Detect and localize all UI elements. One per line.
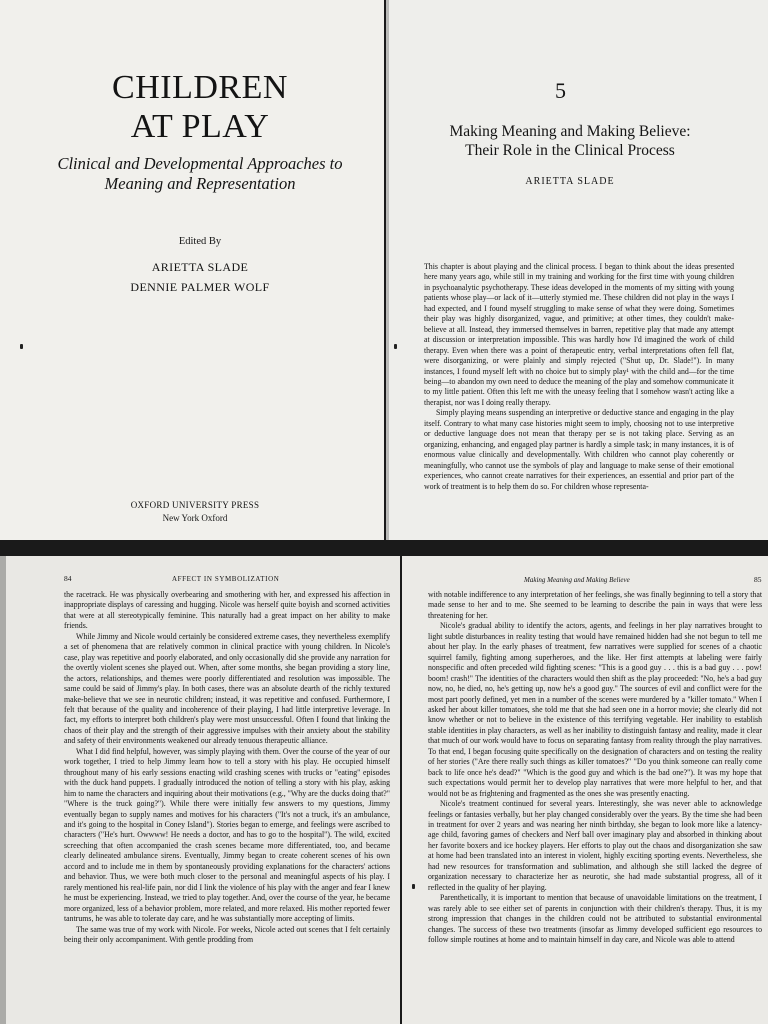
book-page-84 xyxy=(0,556,400,1024)
editor-1: ARIETTA SLADE xyxy=(151,260,249,274)
book-title-page xyxy=(0,0,384,540)
book-title xyxy=(100,68,300,146)
page-number: 85 xyxy=(754,575,762,584)
chapter-body xyxy=(424,262,734,534)
book-title-line-1: CHILDREN xyxy=(112,69,288,106)
book-subtitle xyxy=(40,154,360,194)
page-gutter-shadow xyxy=(386,0,389,540)
paragraph: What I did find helpful, however, was simply playing with them. Over the course of the year of our work together, I tried to help Jimmy learn how to tell a story with his play. He occupied himself throughout many of his early sessions enacting wild crashing scenes with trucks or "eating" episodes with the duck hand puppets. I gradually introduced the notion of telling a story with his play, asking him to name the characters and inquiring about their motivations (e.g., "Why are the ducks doing that?" "Where is the truck going?"). While there were initially few answers to my questions, Jimmy eventually began to supply names and motives for his characters ("It's not a truck, it's an ambulance, and it's going to the hospital in Coney Island"). Stories began to emerge, and feelings were ascribed to characters ("He's hurt. Owwww! He needs a doctor, and has to go to the hospital"). The wild, excited screeching that often accompanied the crash scenes became more differentiated, too, and became clearly delineated ambulance sirens. Eventually, Jimmy began to create coherent scenes of his own accord and to include me in them by spontaneously providing explanations for the characters' actions and behavior. Thus, we were both much closer to the personal and meaningful aspects of his play. I rarely mentioned his real-life pain, nor did I link the violence of his play with the anger and fear I knew he must be experiencing. Instead, we tried to play together. And, over the course of the year, he became more organized, less of a behavior problem, more related, and more relaxed. His mother reported fewer tantrums, he was able to tolerate day care, and he was substantially more accepting of limits. xyxy=(64,746,390,924)
page-edge-shadow xyxy=(0,556,6,1024)
paragraph: Parenthetically, it is important to mention that because of unavoidable limitations on the treatment, I was rarely able to see either set of parents in conjunction with their children's therapy. Thus, it is my strong impression that changes in the children could not be attributed to substantial environmental changes. The success of these two treatments (insofar as Jimmy developed sufficient ego resources to follow simple routines at home and to maintain himself in day care, and Nicole was able to attend xyxy=(428,893,762,944)
book-subtitle-line-1: Clinical and Developmental Approaches to xyxy=(57,154,343,173)
edited-by-label: Edited By xyxy=(178,236,222,247)
paragraph: Nicole's treatment continued for several years. Interestingly, she was never able to acknowledge feelings or fantasies verbally, but her play changed considerably over the years. By the time she had been in treatment for over 2 years and was nearing her ninth birthday, she began to look more like a latency-age child, favoring games of checkers and Nerf ball over imaginary play and absorbed in thinking about her favorite boxers and ice hockey players. Her efforts to play out the chaos and disorganization she saw at home had been translated into an interest in violent, highly exciting sporting events. Nevertheless, she had new resources for transformation and sublimation, and although she still lacked the degree of organization necessary to characterize her as neurotic, she had made substantial progress, all of it reflected in the quality of her playing. xyxy=(428,799,762,892)
chapter-title xyxy=(410,122,730,160)
chapter-title-line-2: Their Role in the Clinical Process xyxy=(465,142,675,159)
paragraph: with notable indifference to any interpretation of her feelings, she was finally beginning to tell a story that made sense to her and to me. She seemed to be learning to describe the pain in ways that were less threatening for her. xyxy=(428,590,762,620)
paragraph: Simply playing means suspending an interpretive or deductive stance and engaging in the play itself. Contrary to what many case histories might seem to imply, choosing not to use interpretive or deductive language does not mean that therapy per se is not taking place. Serving as an organizing, enhancing, and engaged play partner is hardly a simple task; in many instances, it is of enormous value clinically and developmentally. With children who cannot play coherently or meaningfully, who cannot use the symbols of play and language to make sense of their emotional experiences, who cannot create narratives for their experiences, an essential and prior part of the work of treatment is to help them do so. For children whose representa- xyxy=(424,408,734,491)
book-title-line-2: AT PLAY xyxy=(130,108,270,145)
scan-speck xyxy=(20,344,23,349)
book-page-85 xyxy=(402,556,768,1024)
book-subtitle-line-2: Meaning and Representation xyxy=(104,174,296,193)
publisher-name: OXFORD UNIVERSITY PRESS xyxy=(130,500,260,510)
chapter-title-line-1: Making Meaning and Making Believe: xyxy=(449,123,691,140)
chapter-number: 5 xyxy=(555,78,566,103)
editor-2: DENNIE PALMER WOLF xyxy=(130,280,270,294)
scan-speck xyxy=(394,344,397,349)
running-head: Making Meaning and Making Believe xyxy=(524,576,630,584)
page-number: 84 xyxy=(64,574,72,583)
paragraph: the racetrack. He was physically overbearing and smothering with her, and expressed his affection in inappropriate displays of caressing and hugging. Nicole was herself quite boyish and scorned activities that were at all stereotypically feminine. This naturally had a great impact on her ability to make friends. xyxy=(64,590,390,631)
scan-speck xyxy=(412,884,415,889)
chapter-author: ARIETTA SLADE xyxy=(525,176,615,187)
page-84-body xyxy=(64,590,390,1020)
paragraph: Nicole's gradual ability to identify the actors, agents, and feelings in her play narratives brought to light subtle disturbances in reality testing that would have remained hidden had she not begun to tell me about her play. In the early phases of treatment, few narratives were supplied for scenes of a chaotic squirrel family, fighting among superheroes, and the like. Her first attempts at labeling were fairly nonspecific and often preceded wild fighting scenes: "This is a good guy . . . this is a bad guy . . . pow! boom! crash!" The identities of the characters would then shift as the play proceeded: "No, he's a bad guy now, no, he died, no, he's getting up, now he's a good guy." The sources of evil and conflict were for the most part poorly defined, yet men in a number of the scenes were murdered by a "killer tomato." When I asked her about killer tomatoes, she told me that she had seen one in a horror movie; she clearly did not know whether or not to believe in the existence of this terrifying vegetable. Her inability to establish stable identities in play characters, as well as her inability to distinguish fantasy and reality, made it clear that much of our work would have to focus on separating fantasy from reality through the play narratives. To that end, I began focusing quite specifically on the designation of characters and on testing the reality of her stories ("Are there really such things as killer tomatoes?" "Do you think someone can really come back to life once he's dead?" "Which is the good guy and which is the bad one?"). It was my hope that such expectations would permit her to develop play narratives that were more helpful to her, and that would not be as frightening and fragmented as the ones she was presently enacting. xyxy=(428,621,762,798)
page-85-body xyxy=(428,590,762,1020)
paragraph: While Jimmy and Nicole would certainly be considered extreme cases, they nevertheless exemplify a set of phenomena that are relatively common in clinical practice with young children. In Nicole's case, play was repetitive and poorly elaborated, and only occasionally did she provide any narration for the overtly violent scenes she played out. When, after some months, she began providing a story line, the actors, relationships, and themes were poorly differentiated and resolution was impossible. The same could be said of Jimmy's play. In both cases, there was an absolute dearth of the richly textured make-believe that we see in neurotic children; instead, it was repetitive and confused. Furthermore, I felt that because of the quality and incoherence of their playing, I had little interpretive leverage. In fact, my efforts to interpret both children's play were most unsuccessful. Often I found that linking the chaos of their play and the strength of their aggressive impulses with their anxiety about the stability and safety of their environments weakened our already tenuous therapeutic alliance. xyxy=(64,631,390,746)
paragraph: The same was true of my work with Nicole. For weeks, Nicole acted out scenes that I felt certainly being their only accompaniment. With gentle prodding from xyxy=(64,924,390,944)
publisher-place: New York Oxford xyxy=(162,513,228,523)
paragraph: This chapter is about playing and the clinical process. I began to think about the ideas presented here many years ago, while still in my training and working for the first time with young children in psychoanalytic psychotherapy. These ideas developed in the moments of my sitting with young patients whose play—or lack of it—utterly stymied me. These children did not play in the ways I had expected, and I found myself struggling to make sense of what they were doing. Sometimes their play was highly disorganized, vague, and primitive; at other times, they couldn't make-believe at all. Instead, they immersed themselves in barren, repetitive play that made any attempt at discussion or interpretation impossible. This was hardly how I'd imagined the work of child therapy. Even when there was a point of therapeutic entry, verbal interpretations often fell flat, were disorganizing, or were plainly and simply rejected ("Shut up, Dr. Slade!"). In many instances, I found myself left with no choice but to simply play¹ with the child and—for the time being—to abandon my own need to deduce the meaning of the play and somehow communicate it to my little patient. Often this left me with the uneasy feeling that I somehow wasn't acting like a therapist, nor was I doing really therapy. xyxy=(424,262,734,407)
running-head: AFFECT IN SYMBOLIZATION xyxy=(172,575,280,583)
